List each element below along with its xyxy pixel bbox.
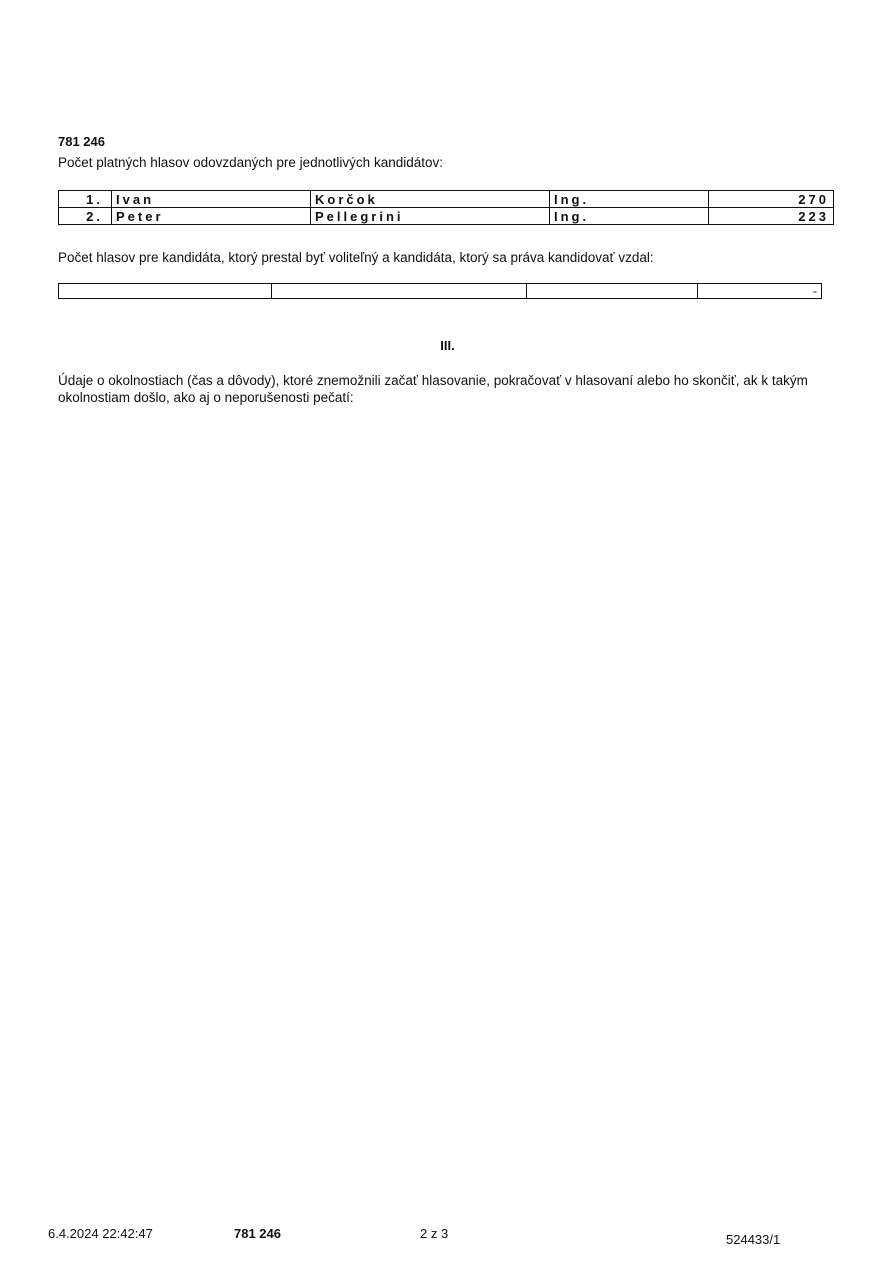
withdrawn-cell (527, 284, 698, 299)
candidates-table (58, 190, 834, 225)
footer-datetime: 6.4.2024 22:42:47 (48, 1226, 153, 1241)
table-row (59, 284, 822, 299)
candidate-title: Ing. (550, 208, 709, 225)
withdrawn-table (58, 283, 822, 299)
footer-code: 781 246 (234, 1226, 281, 1241)
withdrawn-votes-label: Počet hlasov pre kandidáta, ktorý prestal byť voliteľný a kandidáta, ktorý sa práva kandidovať vzdal: (58, 250, 654, 265)
table-row (59, 208, 834, 225)
candidate-last-name: Pellegrini (311, 208, 550, 225)
candidate-title: Ing. (550, 191, 709, 208)
withdrawn-cell (272, 284, 527, 299)
valid-votes-label: Počet platných hlasov odovzdaných pre jednotlivých kandidátov: (58, 155, 443, 170)
candidate-number: 2. (59, 208, 112, 225)
footer-doc-id: 524433/1 (726, 1232, 781, 1247)
district-code: 781 246 (58, 134, 105, 149)
candidate-votes: 223 (709, 208, 834, 225)
table-row (59, 191, 834, 208)
withdrawn-cell (59, 284, 272, 299)
candidate-last-name: Korčok (311, 191, 550, 208)
candidate-number: 1. (59, 191, 112, 208)
section-heading: III. (440, 338, 455, 353)
circumstances-text: Údaje o okolnostiach (čas a dôvody), ktoré znemožnili začať hlasovanie, pokračovať v hlasovaní alebo ho skončiť, ak k takým okolnostiam došlo, ako aj o neporušenosti pečatí: (58, 373, 808, 405)
candidate-first-name: Ivan (112, 191, 311, 208)
candidate-first-name: Peter (112, 208, 311, 225)
withdrawn-votes: - (698, 284, 822, 299)
candidate-votes: 270 (709, 191, 834, 208)
footer-page: 2 z 3 (420, 1226, 449, 1241)
